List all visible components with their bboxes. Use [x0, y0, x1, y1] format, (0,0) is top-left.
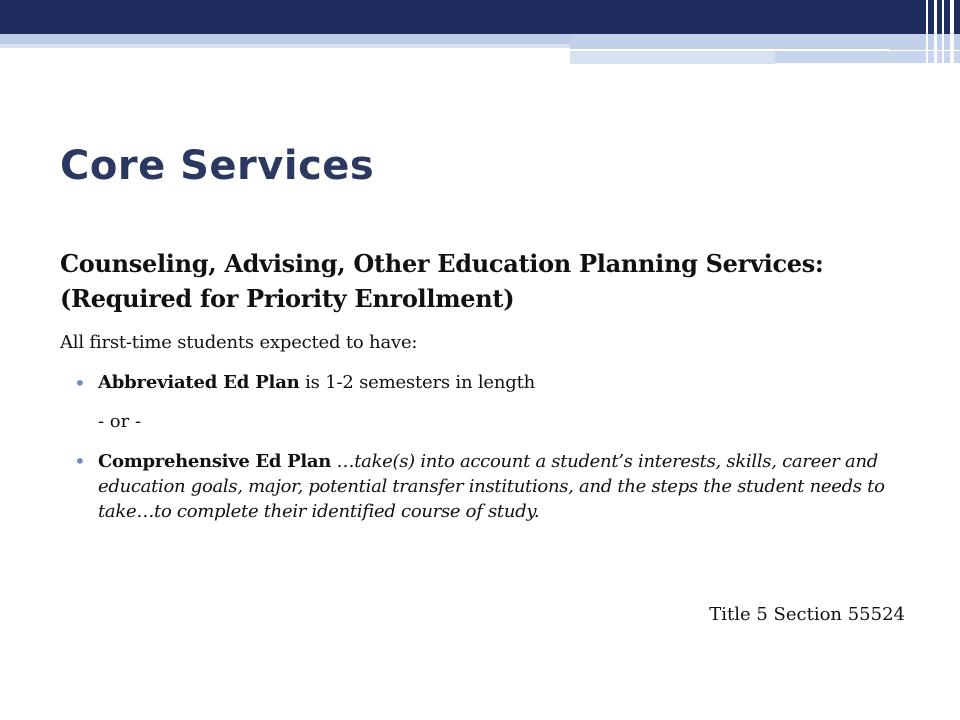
corner-stripe: [926, 0, 928, 64]
bullet-item-comprehensive-ed-plan: [60, 449, 920, 524]
intro-text: All first-time students expected to have:: [60, 332, 418, 353]
bullet-quote-text: …take(s) into account a student’s interests, skills, career and education goals, major, potential transfer institutions, and the steps the student needs to take…to complete their identified course of study.: [98, 451, 885, 522]
bullet-bold-term: Comprehensive Ed Plan: [98, 451, 332, 472]
corner-stripe: [934, 0, 937, 64]
or-separator: - or -: [98, 411, 142, 432]
bullet-bold-term: Abbreviated Ed Plan: [98, 372, 300, 393]
bullet-item-abbreviated-ed-plan: [60, 370, 920, 396]
top-banner-light-band: [570, 34, 960, 50]
top-banner-dark: [0, 0, 960, 34]
slide-body: [60, 246, 920, 625]
corner-stripe: [942, 0, 944, 64]
bullet-icon: •: [74, 371, 86, 395]
bullet-text: is 1-2 semesters in length: [299, 372, 536, 393]
top-banner-light-band: [570, 51, 775, 64]
corner-stripes: [920, 0, 960, 64]
section-heading: Counseling, Advising, Other Education Planning Services: (Required for Priority Enrollment): [60, 249, 824, 313]
citation: Title 5 Section 55524: [709, 604, 905, 625]
bullet-icon: •: [74, 449, 86, 473]
top-banner-light-band: [0, 34, 570, 44]
top-banner-light-band: [0, 44, 570, 48]
corner-stripe: [950, 0, 954, 64]
slide-title: Core Services: [60, 143, 375, 189]
